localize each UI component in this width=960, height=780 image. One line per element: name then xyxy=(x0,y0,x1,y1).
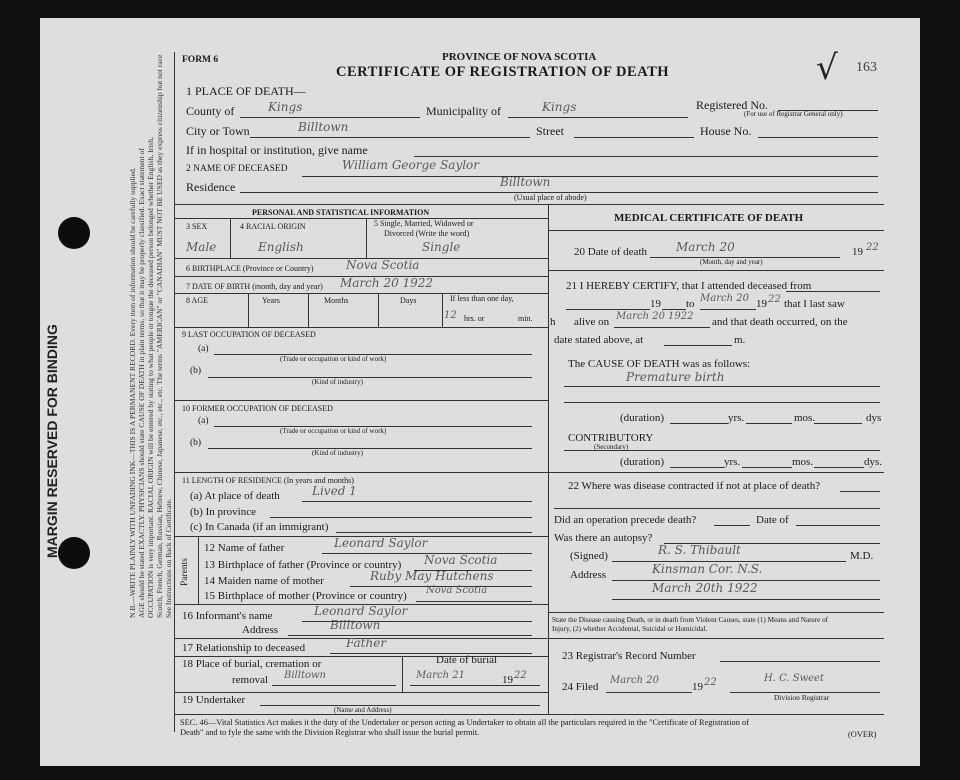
footer-note: SEC. 46—Vital Statistics Act makes it the duty of the Undertaker or person acting as Undertaker to obtain all the particulars required in the "Certificate of Registration of xyxy=(180,718,749,727)
alive-label: alive on xyxy=(574,316,610,328)
certify-line-1: 21 I HEREBY CERTIFY, that I attended deceased from xyxy=(566,280,812,292)
mother-name-label: 14 Maiden name of mother xyxy=(204,575,324,587)
residence-value: Billtown xyxy=(500,175,551,189)
filed-year-value: 22 xyxy=(704,677,717,688)
hospital-label: If in hospital or institution, give name xyxy=(186,143,368,157)
informant-label: 16 Informant's name xyxy=(182,610,273,622)
marital-value: Single xyxy=(422,240,461,254)
registrar-value: H. C. Sweet xyxy=(764,673,824,684)
undertaker-note: (Name and Address) xyxy=(334,706,392,714)
residence-label: Residence xyxy=(186,180,236,194)
residence-note: (Usual place of abode) xyxy=(514,193,587,202)
sex-label: 3 SEX xyxy=(186,222,208,231)
contributory-dys: dys. xyxy=(864,456,883,468)
autopsy-label: Was there an autopsy? xyxy=(554,532,653,544)
province-heading: PROVINCE OF NOVA SCOTIA xyxy=(442,51,597,63)
signed-label: (Signed) xyxy=(570,550,608,562)
certify-to-value: March 20 xyxy=(700,293,749,304)
house-label: House No. xyxy=(700,124,752,138)
physician-address-value: Kinsman Cor. N.S. xyxy=(652,562,763,576)
certify-year-value: 22 xyxy=(768,294,781,305)
alive-h: h xyxy=(550,316,556,328)
alive-year-value: 1922 xyxy=(668,311,694,322)
signed-date-value: March 20th 1922 xyxy=(652,581,758,595)
industry-note: (Kind of industry) xyxy=(312,378,363,386)
last-occupation-label: 9 LAST OCCUPATION OF DECEASED xyxy=(182,330,316,339)
filed-label: 24 Filed xyxy=(562,681,599,693)
cause-label: The CAUSE OF DEATH was as follows: xyxy=(568,358,751,370)
former-industry-note: (Kind of industry) xyxy=(312,449,363,457)
filed-value: March 20 xyxy=(610,675,659,686)
burial-label-removal: removal xyxy=(232,674,269,686)
burial-place-value: Billtown xyxy=(284,670,326,681)
months-label: Months xyxy=(324,296,349,305)
certify-to: to xyxy=(686,298,695,310)
municipality-label: Municipality of xyxy=(426,104,501,118)
age-label: 8 AGE xyxy=(186,296,208,305)
duration-mos: mos. xyxy=(794,412,816,424)
years-label: Years xyxy=(262,296,280,305)
mother-name-value: Ruby May Hutchens xyxy=(370,569,494,583)
hours-value: 12 xyxy=(444,310,457,321)
form-number: FORM 6 xyxy=(182,55,219,65)
burial-date-value: March 21 xyxy=(416,670,465,681)
county-label: County of xyxy=(186,104,235,118)
registered-note: (For use of Registrar General only) xyxy=(744,110,843,118)
certificate-sheet xyxy=(40,18,920,766)
operation-label: Did an operation precede death? xyxy=(554,514,697,526)
in-province-label: (b) In province xyxy=(190,506,256,518)
racial-value: English xyxy=(258,240,304,254)
deceased-name-label: 2 NAME OF DECEASED xyxy=(186,164,288,174)
contracted-label: 22 Where was disease contracted if not at place of death? xyxy=(568,480,821,492)
record-number-label: 23 Registrar's Record Number xyxy=(562,650,696,662)
over-label: (OVER) xyxy=(848,730,877,739)
physician-address-label: Address xyxy=(570,569,607,581)
former-occupation-label: 10 FORMER OCCUPATION OF DECEASED xyxy=(182,404,333,413)
place-of-death-heading: 1 PLACE OF DEATH— xyxy=(186,84,306,98)
death-year-prefix: 19 xyxy=(852,246,863,258)
division-registrar-label: Division Registrar xyxy=(774,693,830,702)
burial-label: 18 Place of burial, cremation or xyxy=(182,658,322,670)
date-stated-m: m. xyxy=(734,334,746,346)
contributory-duration-label: (duration) xyxy=(620,456,664,468)
date-of-death-label: 20 Date of death xyxy=(574,246,647,258)
former-b-label: (b) xyxy=(190,438,202,448)
binder-hole-top xyxy=(58,217,90,249)
marital-label: Divorced (Write the word) xyxy=(384,229,470,238)
father-name-value: Leonard Saylor xyxy=(334,536,428,550)
date-of-death-value: March 20 xyxy=(676,240,735,254)
certify-19: 19 xyxy=(650,298,661,310)
margin-note: OCCUPATION is very important. RACIAL ORIGIN will be entered by stating to what people or tongue the deceased person belonged whether English, Irish, xyxy=(146,137,155,618)
duration-dys: dys xyxy=(866,412,882,424)
margin-note: Scotch, French, German, Russian, Hebrew, Chinese, Japanese, etc., etc., etc. The terms "AMERICAN" or "CANADIAN" MUST NOT BE USED as they express citizenship but not race xyxy=(155,54,164,618)
informant-address-value: Billtown xyxy=(330,618,381,632)
father-name-label: 12 Name of father xyxy=(204,542,285,554)
burial-year-prefix: 19 xyxy=(502,674,513,686)
min-label: min. xyxy=(518,314,533,323)
marital-label: 5 Single, Married, Widowed or xyxy=(374,219,474,228)
trade-note: (Trade or occupation or kind of work) xyxy=(280,355,387,363)
birthplace-label: 6 BIRTHPLACE (Province or Country) xyxy=(186,264,314,273)
parents-label: Parents xyxy=(180,558,190,586)
filed-year-prefix: 19 xyxy=(692,681,703,693)
signed-value: R. S. Thibault xyxy=(658,543,741,557)
certify-tail: that I last saw xyxy=(784,298,845,310)
date-stated-label: date stated above, at xyxy=(554,334,644,346)
less-than-day-label: If less than one day, xyxy=(450,294,514,303)
occupation-b-label: (b) xyxy=(190,366,202,376)
state-note: Injury, (2) whether Accidental, Suicidal or Homicidal. xyxy=(552,625,708,633)
md-label: M.D. xyxy=(850,550,874,562)
in-canada-label: (c) In Canada (if an immigrant) xyxy=(190,521,329,533)
length-of-residence-label: 11 LENGTH OF RESIDENCE (In years and months) xyxy=(182,476,354,485)
city-label: City or Town xyxy=(186,124,250,138)
occupation-a-label: (a) xyxy=(198,344,209,354)
relationship-value: Father xyxy=(346,636,387,650)
death-year-value: 22 xyxy=(866,242,879,253)
alive-tail: and that death occurred, on the xyxy=(712,316,848,328)
county-value: Kings xyxy=(268,100,303,114)
birthplace-value: Nova Scotia xyxy=(346,258,420,272)
corner-number: 163 xyxy=(856,60,877,75)
dob-label: 7 DATE OF BIRTH (month, day and year) xyxy=(186,282,323,291)
mother-birthplace-value: Nova Scotia xyxy=(426,585,488,596)
margin-note: See Instructions on Back of Certificate. xyxy=(164,498,173,618)
check-mark: √ xyxy=(816,48,838,88)
operation-date-label: Date of xyxy=(756,514,789,526)
personal-heading: PERSONAL AND STATISTICAL INFORMATION xyxy=(252,208,430,217)
at-place-label: (a) At place of death xyxy=(190,490,280,502)
alive-value: March 20 xyxy=(616,311,665,322)
at-place-value: Lived 1 xyxy=(312,484,357,498)
informant-address-label: Address xyxy=(242,624,279,636)
undertaker-label: 19 Undertaker xyxy=(182,694,246,706)
contributory-yrs: yrs. xyxy=(724,456,741,468)
medical-heading: MEDICAL CERTIFICATE OF DEATH xyxy=(614,212,804,224)
burial-year-value: 22 xyxy=(514,670,527,681)
margin-note: AGE should be stated EXACTLY. PHYSICIANS should state CAUSE OF DEATH in plain terms, so that it may be properly classified. Exact statement of xyxy=(137,148,146,618)
former-trade-note: (Trade or occupation or kind of work) xyxy=(280,427,387,435)
certificate-title: CERTIFICATE OF REGISTRATION OF DEATH xyxy=(336,64,670,80)
secondary-note: (Secondary) xyxy=(594,443,629,451)
father-birthplace-value: Nova Scotia xyxy=(424,553,498,567)
relationship-label: 17 Relationship to deceased xyxy=(182,642,306,654)
margin-rule xyxy=(174,52,175,732)
contributory-label: CONTRIBUTORY xyxy=(568,432,654,444)
certify-19b: 19 xyxy=(756,298,767,310)
informant-value: Leonard Saylor xyxy=(314,604,408,618)
sex-value: Male xyxy=(186,240,217,254)
days-label: Days xyxy=(400,296,417,305)
burial-date-label: Date of burial xyxy=(436,654,498,666)
hrs-label: hrs. or xyxy=(464,314,485,323)
state-note: State the Disease causing Death, or in death from Violent Causes, state (1) Means and Nature of xyxy=(552,616,829,624)
footer-note: Death" and to fyle the same with the Division Registrar who shall issue the burial permit. xyxy=(180,728,480,737)
duration-yrs: yrs. xyxy=(728,412,745,424)
city-value: Billtown xyxy=(298,120,349,134)
father-birthplace-label: 13 Birthplace of father (Province or country) xyxy=(204,559,402,571)
former-a-label: (a) xyxy=(198,416,209,426)
binder-hole-bottom xyxy=(58,537,90,569)
contributory-mos: mos. xyxy=(792,456,814,468)
mother-birthplace-label: 15 Birthplace of mother (Province or country) xyxy=(204,590,407,602)
street-label: Street xyxy=(536,124,564,138)
registered-label: Registered No. xyxy=(696,98,768,112)
racial-label: 4 RACIAL ORIGIN xyxy=(240,222,306,231)
cause-value: Premature birth xyxy=(626,370,725,384)
dob-value: March 20 1922 xyxy=(340,276,434,290)
margin-label: MARGIN RESERVED FOR BINDING xyxy=(44,324,60,558)
municipality-value: Kings xyxy=(542,100,577,114)
duration-label: (duration) xyxy=(620,412,664,424)
deceased-name-value: William George Saylor xyxy=(342,158,480,172)
margin-note: N.B.—WRITE PLAINLY WITH UNFADING INK—THIS IS A PERMANENT RECORD. Every item of information should be carefully supplied. xyxy=(128,167,137,618)
date-note: (Month, day and year) xyxy=(700,258,763,266)
